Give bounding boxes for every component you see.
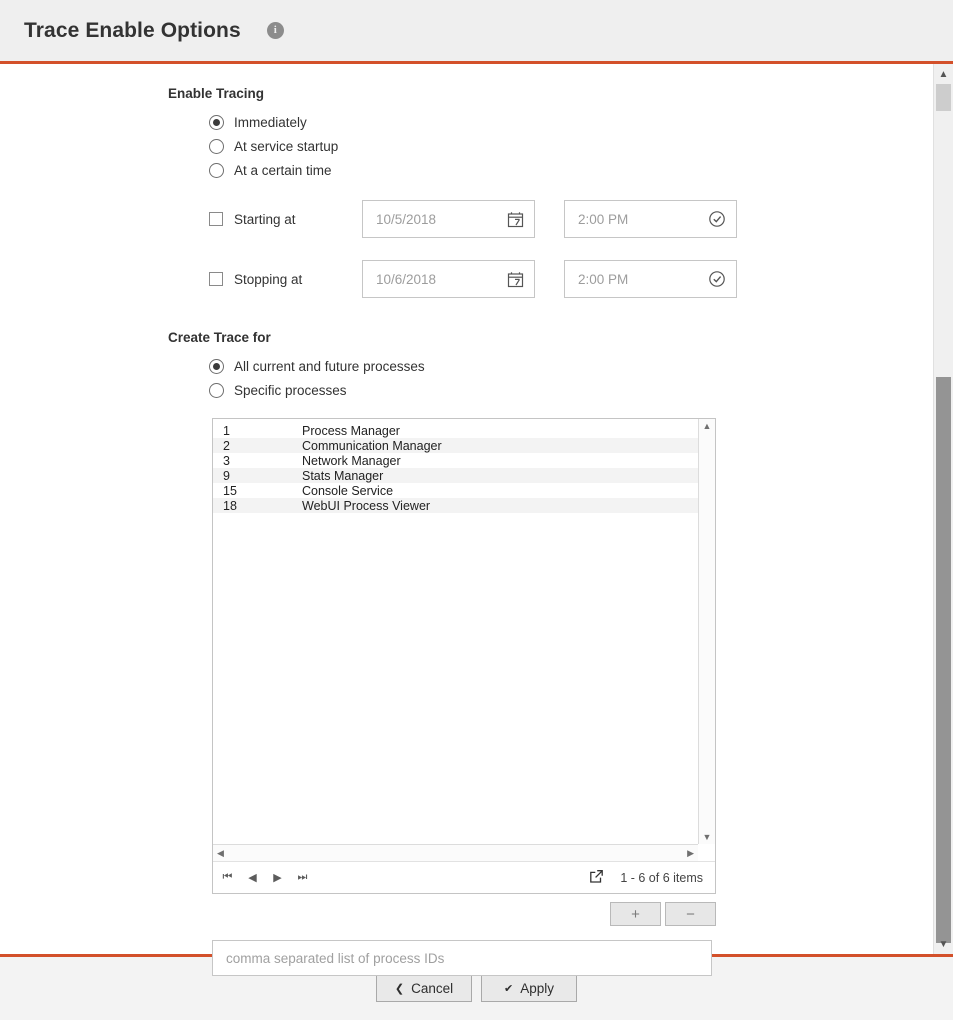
process-ids-input[interactable] [212, 940, 712, 976]
item-count: 1 - 6 of 6 items [620, 870, 703, 885]
cancel-button-label: Cancel [411, 981, 454, 996]
dialog-titlebar [0, 0, 953, 64]
process-list-vertical-scrollbar[interactable] [698, 419, 715, 844]
chevron-left-icon[interactable]: ◀ [217, 847, 224, 858]
starting-at-checkbox[interactable] [209, 212, 223, 226]
process-name: Network Manager [302, 453, 401, 468]
process-list-viewport [213, 419, 715, 844]
stopping-at-time-input[interactable] [564, 260, 737, 298]
radio-at-a-certain-time-label: At a certain time [234, 163, 332, 178]
page-scrollbar[interactable] [933, 64, 953, 954]
table-row[interactable] [213, 438, 698, 453]
dialog-content [0, 64, 920, 976]
scroll-down-icon[interactable]: ▼ [938, 938, 949, 950]
process-id: 3 [223, 453, 230, 468]
starting-at-time-input[interactable] [564, 200, 737, 238]
external-link-icon[interactable] [589, 869, 604, 887]
pager-last-icon[interactable]: ⏭ [297, 871, 308, 883]
process-name: Process Manager [302, 423, 400, 438]
process-id: 15 [223, 483, 237, 498]
radio-at-a-certain-time[interactable] [168, 163, 920, 178]
table-row[interactable] [213, 468, 698, 483]
radio-immediately[interactable] [168, 115, 920, 130]
radio-at-service-startup-control[interactable] [209, 139, 224, 154]
starting-at-time-value: 2:00 PM [578, 211, 629, 227]
stopping-at-label: Stopping at [234, 271, 303, 287]
radio-immediately-control[interactable] [209, 115, 224, 130]
process-list-footer [213, 861, 715, 893]
process-id: 9 [223, 468, 230, 483]
radio-specific-processes-label: Specific processes [234, 383, 347, 398]
calendar-icon[interactable] [506, 210, 524, 228]
apply-button-label: Apply [520, 981, 554, 996]
cancel-button[interactable] [376, 975, 472, 1002]
process-name: Communication Manager [302, 438, 442, 453]
radio-specific-processes-control[interactable] [209, 383, 224, 398]
pager [221, 871, 309, 884]
enable-tracing-heading: Enable Tracing [168, 86, 265, 101]
create-trace-heading: Create Trace for [168, 330, 271, 345]
page-title: Trace Enable Options [24, 18, 241, 42]
clock-icon[interactable] [708, 210, 726, 228]
starting-at-row [168, 200, 920, 238]
process-id: 2 [223, 438, 230, 453]
process-id: 18 [223, 498, 237, 513]
radio-all-processes-control[interactable] [209, 359, 224, 374]
stopping-at-date-input[interactable] [362, 260, 535, 298]
table-row[interactable] [213, 423, 698, 438]
stopping-at-row [168, 260, 920, 298]
process-id: 1 [223, 423, 230, 438]
info-icon[interactable]: i [267, 22, 284, 39]
radio-specific-processes[interactable] [168, 383, 920, 398]
starting-at-date-value: 10/5/2018 [376, 211, 437, 227]
starting-at-label: Starting at [234, 211, 296, 227]
radio-all-processes[interactable] [168, 359, 920, 374]
radio-at-service-startup-label: At service startup [234, 139, 339, 154]
check-icon: ✔ [504, 983, 514, 995]
process-list-horizontal-scrollbar[interactable] [213, 844, 698, 861]
clock-icon[interactable] [708, 270, 726, 288]
chevron-left-icon: ❮ [394, 983, 405, 995]
pager-prev-icon[interactable]: ◀ [248, 872, 257, 884]
table-row[interactable] [213, 498, 698, 513]
process-list [212, 418, 716, 894]
page-scrollbar-thumb[interactable] [936, 377, 951, 943]
chevron-right-icon[interactable]: ▶ [687, 847, 694, 858]
process-name: Console Service [302, 483, 394, 498]
process-name: WebUI Process Viewer [302, 498, 431, 513]
process-list-rows [213, 419, 698, 844]
page-scrollbar-track-upper[interactable] [936, 84, 951, 111]
pager-first-icon[interactable]: ⏮ [222, 871, 233, 883]
table-row[interactable] [213, 453, 698, 468]
process-ids-placeholder: comma separated list of process IDs [226, 950, 445, 966]
starting-at-date-input[interactable] [362, 200, 535, 238]
radio-at-a-certain-time-control[interactable] [209, 163, 224, 178]
dialog-body [0, 64, 953, 966]
pager-next-icon[interactable]: ▶ [273, 872, 282, 884]
apply-button[interactable] [481, 975, 577, 1002]
scroll-up-icon[interactable]: ▲ [938, 68, 949, 80]
chevron-down-icon[interactable]: ▼ [702, 832, 712, 842]
table-row[interactable] [213, 483, 698, 498]
calendar-icon[interactable] [506, 270, 524, 288]
stopping-at-time-value: 2:00 PM [578, 271, 629, 287]
radio-immediately-label: Immediately [234, 115, 307, 130]
stopping-at-checkbox[interactable] [209, 272, 223, 286]
chevron-up-icon[interactable]: ▲ [702, 421, 712, 431]
radio-all-processes-label: All current and future processes [234, 359, 425, 374]
process-name: Stats Manager [302, 468, 384, 483]
process-list-actions [212, 902, 716, 926]
remove-process-button[interactable]: − [665, 902, 716, 926]
radio-at-service-startup[interactable] [168, 139, 920, 154]
stopping-at-date-value: 10/6/2018 [376, 271, 437, 287]
add-process-button[interactable]: + [610, 902, 661, 926]
